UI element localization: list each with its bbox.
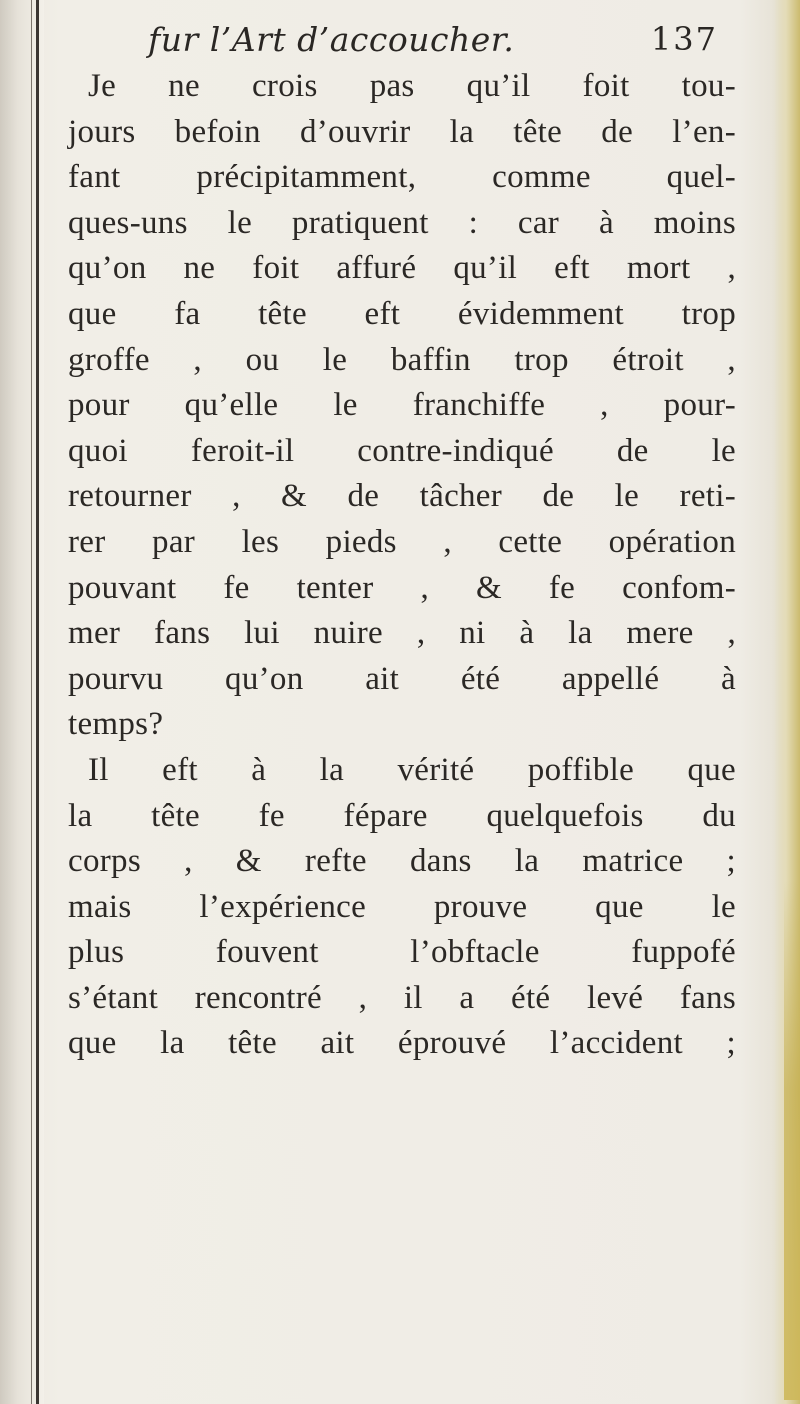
text-line: pourvu qu’on ait été appellé à [68,660,736,697]
text-line: mais l’expérience prouve que le [68,888,736,925]
text-line: que la tête ait éprouvé l’accident ; [68,1025,736,1062]
right-edge-stain [784,880,800,1400]
text-line: Je ne crois pas qu’il foit tou- [88,68,736,104]
text-line: qu’on ne foit affuré qu’il eft mort , [68,250,736,287]
binding-line [36,0,39,1404]
text-line: la tête fe fépare quelquefois du [68,797,736,834]
text-line: retourner , & de tâcher de le reti- [68,478,736,515]
text-line: que fa tête eft évidemment trop [68,295,736,332]
text-line: quoi feroit-il contre-indiqué de le [68,432,736,469]
text-line: fant précipitamment, comme quel- [68,159,736,196]
text-line: jours befoin d’ouvrir la tête de l’en- [68,113,736,150]
body-text [46,64,736,1067]
text-line: corps , & refte dans la matrice ; [68,843,736,880]
text-line: rer par les pieds , cette opération [68,523,736,560]
text-line: temps? [68,706,164,743]
page-header [148,20,718,70]
text-line: pouvant fe tenter , & fe confom- [68,569,736,606]
text-line: mer fans lui nuire , ni à la mere , [68,615,736,652]
page-number: 137 [650,20,718,58]
text-line: s’étant rencontré , il a été levé fans [68,979,736,1016]
text-line: pour qu’elle le franchiffe , pour- [68,387,736,424]
text-line: plus fouvent l’obftacle fuppofé [68,934,736,971]
text-line: Il eft à la vérité poffible que [88,751,736,788]
binding-shadow [31,0,32,1404]
running-title: fur l’Art d’accoucher. [148,20,515,59]
text-line: ques-uns le pratiquent : car à moins [68,204,736,241]
text-line: groffe , ou le baffin trop étroit , [68,341,736,378]
